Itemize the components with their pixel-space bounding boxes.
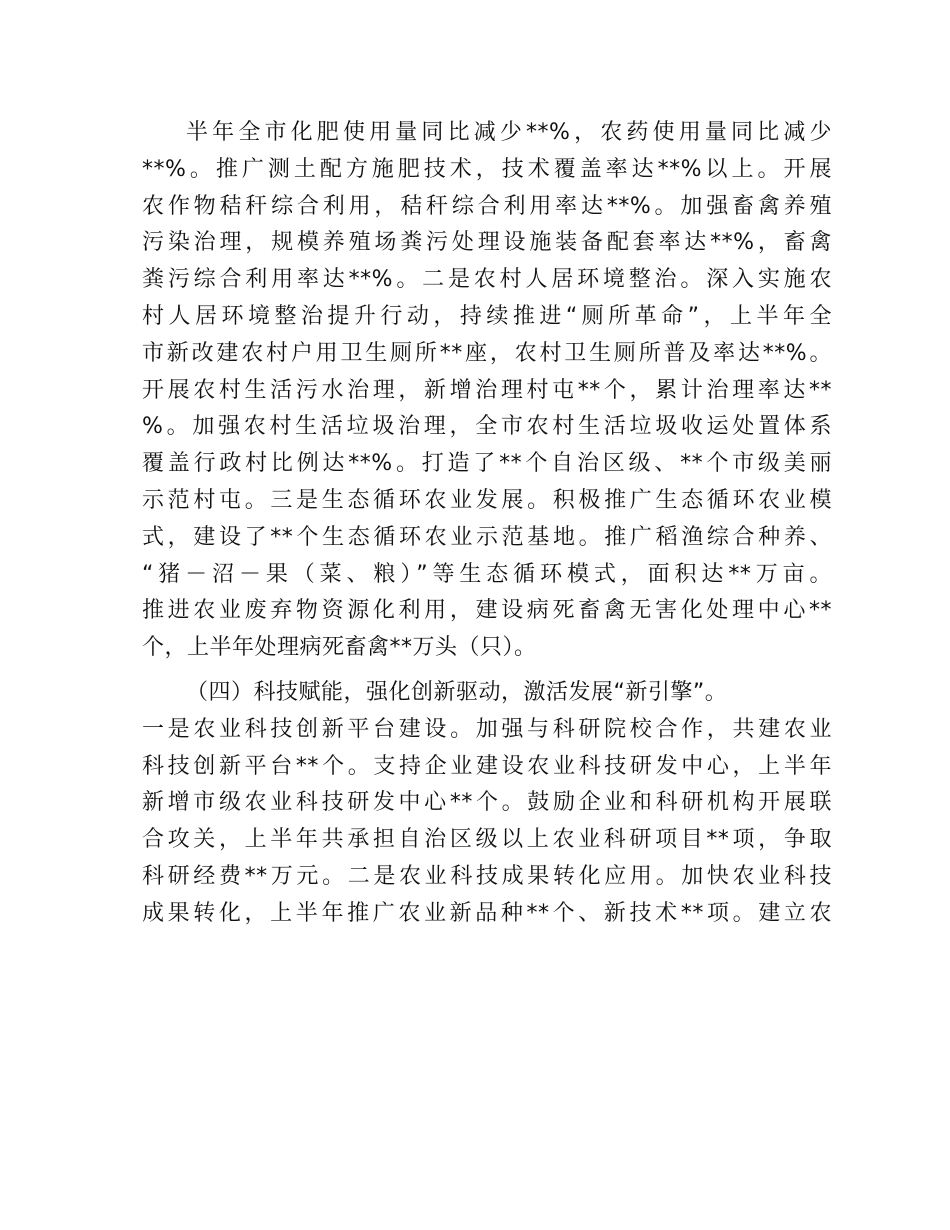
text-line: 合攻关，上半年共承担自治区级以上农业科研项目**项，争取: [142, 827, 832, 853]
text-line: 村人居环境整治提升行动，持续推进“厕所革命”，上半年全: [142, 303, 832, 329]
text-line: 开展农村生活污水治理，新增治理村屯**个，累计治理率达**: [142, 377, 832, 403]
text-line: %。加强农村生活垃圾治理，全市农村生活垃圾收运处置体系: [142, 414, 832, 440]
document-body: [142, 115, 832, 933]
text-line: 半年全市化肥使用量同比减少**%，农药使用量同比减少: [186, 120, 832, 145]
text-line: 成果转化，上半年推广农业新品种**个、新技术**项。建立农: [142, 900, 832, 926]
text-line: 个，上半年处理病死畜禽**万头（只）。: [142, 635, 537, 661]
text-line: 推进农业废弃物资源化利用，建设病死畜禽无害化处理中心**: [142, 598, 832, 624]
text-line: 粪污综合利用率达**%。二是农村人居环境整治。深入实施农: [142, 267, 832, 293]
text-line: “猪－沼－果（菜、粮）”等生态循环模式，面积达**万亩。: [142, 561, 832, 587]
text-line: 科研经费**万元。二是农业科技成果转化应用。加快农业科技: [142, 863, 832, 889]
text-line: 农作物秸秆综合利用，秸秆综合利用率达**%。加强畜禽养殖: [142, 193, 832, 219]
text-line: 式，建设了**个生态循环农业示范基地。推广稻渔综合种养、: [142, 524, 832, 550]
text-line: 污染治理，规模养殖场粪污处理设施装备配套率达**%，畜禽: [142, 230, 832, 256]
text-line: 新增市级农业科技研发中心**个。鼓励企业和科研机构开展联: [142, 790, 832, 816]
text-line: 一是农业科技创新平台建设。加强与科研院校合作，共建农业: [142, 716, 832, 742]
text-line: **%。推广测土配方施肥技术，技术覆盖率达**%以上。开展: [142, 156, 832, 182]
paragraph-ecology: [142, 115, 832, 667]
text-line: 覆盖行政村比例达**%。打造了**个自治区级、**个市级美丽: [142, 451, 832, 477]
section-heading-line: （四）科技赋能，强化创新驱动，激活发展“新引擎”。: [186, 679, 728, 705]
text-line: 示范村屯。三是生态循环农业发展。积极推广生态循环农业模: [142, 487, 832, 513]
text-line: 科技创新平台**个。支持企业建设农业科技研发中心，上半年: [142, 753, 832, 779]
paragraph-technology: [142, 675, 832, 933]
text-line: 市新改建农村户用卫生厕所**座，农村卫生厕所普及率达**%。: [142, 340, 832, 366]
